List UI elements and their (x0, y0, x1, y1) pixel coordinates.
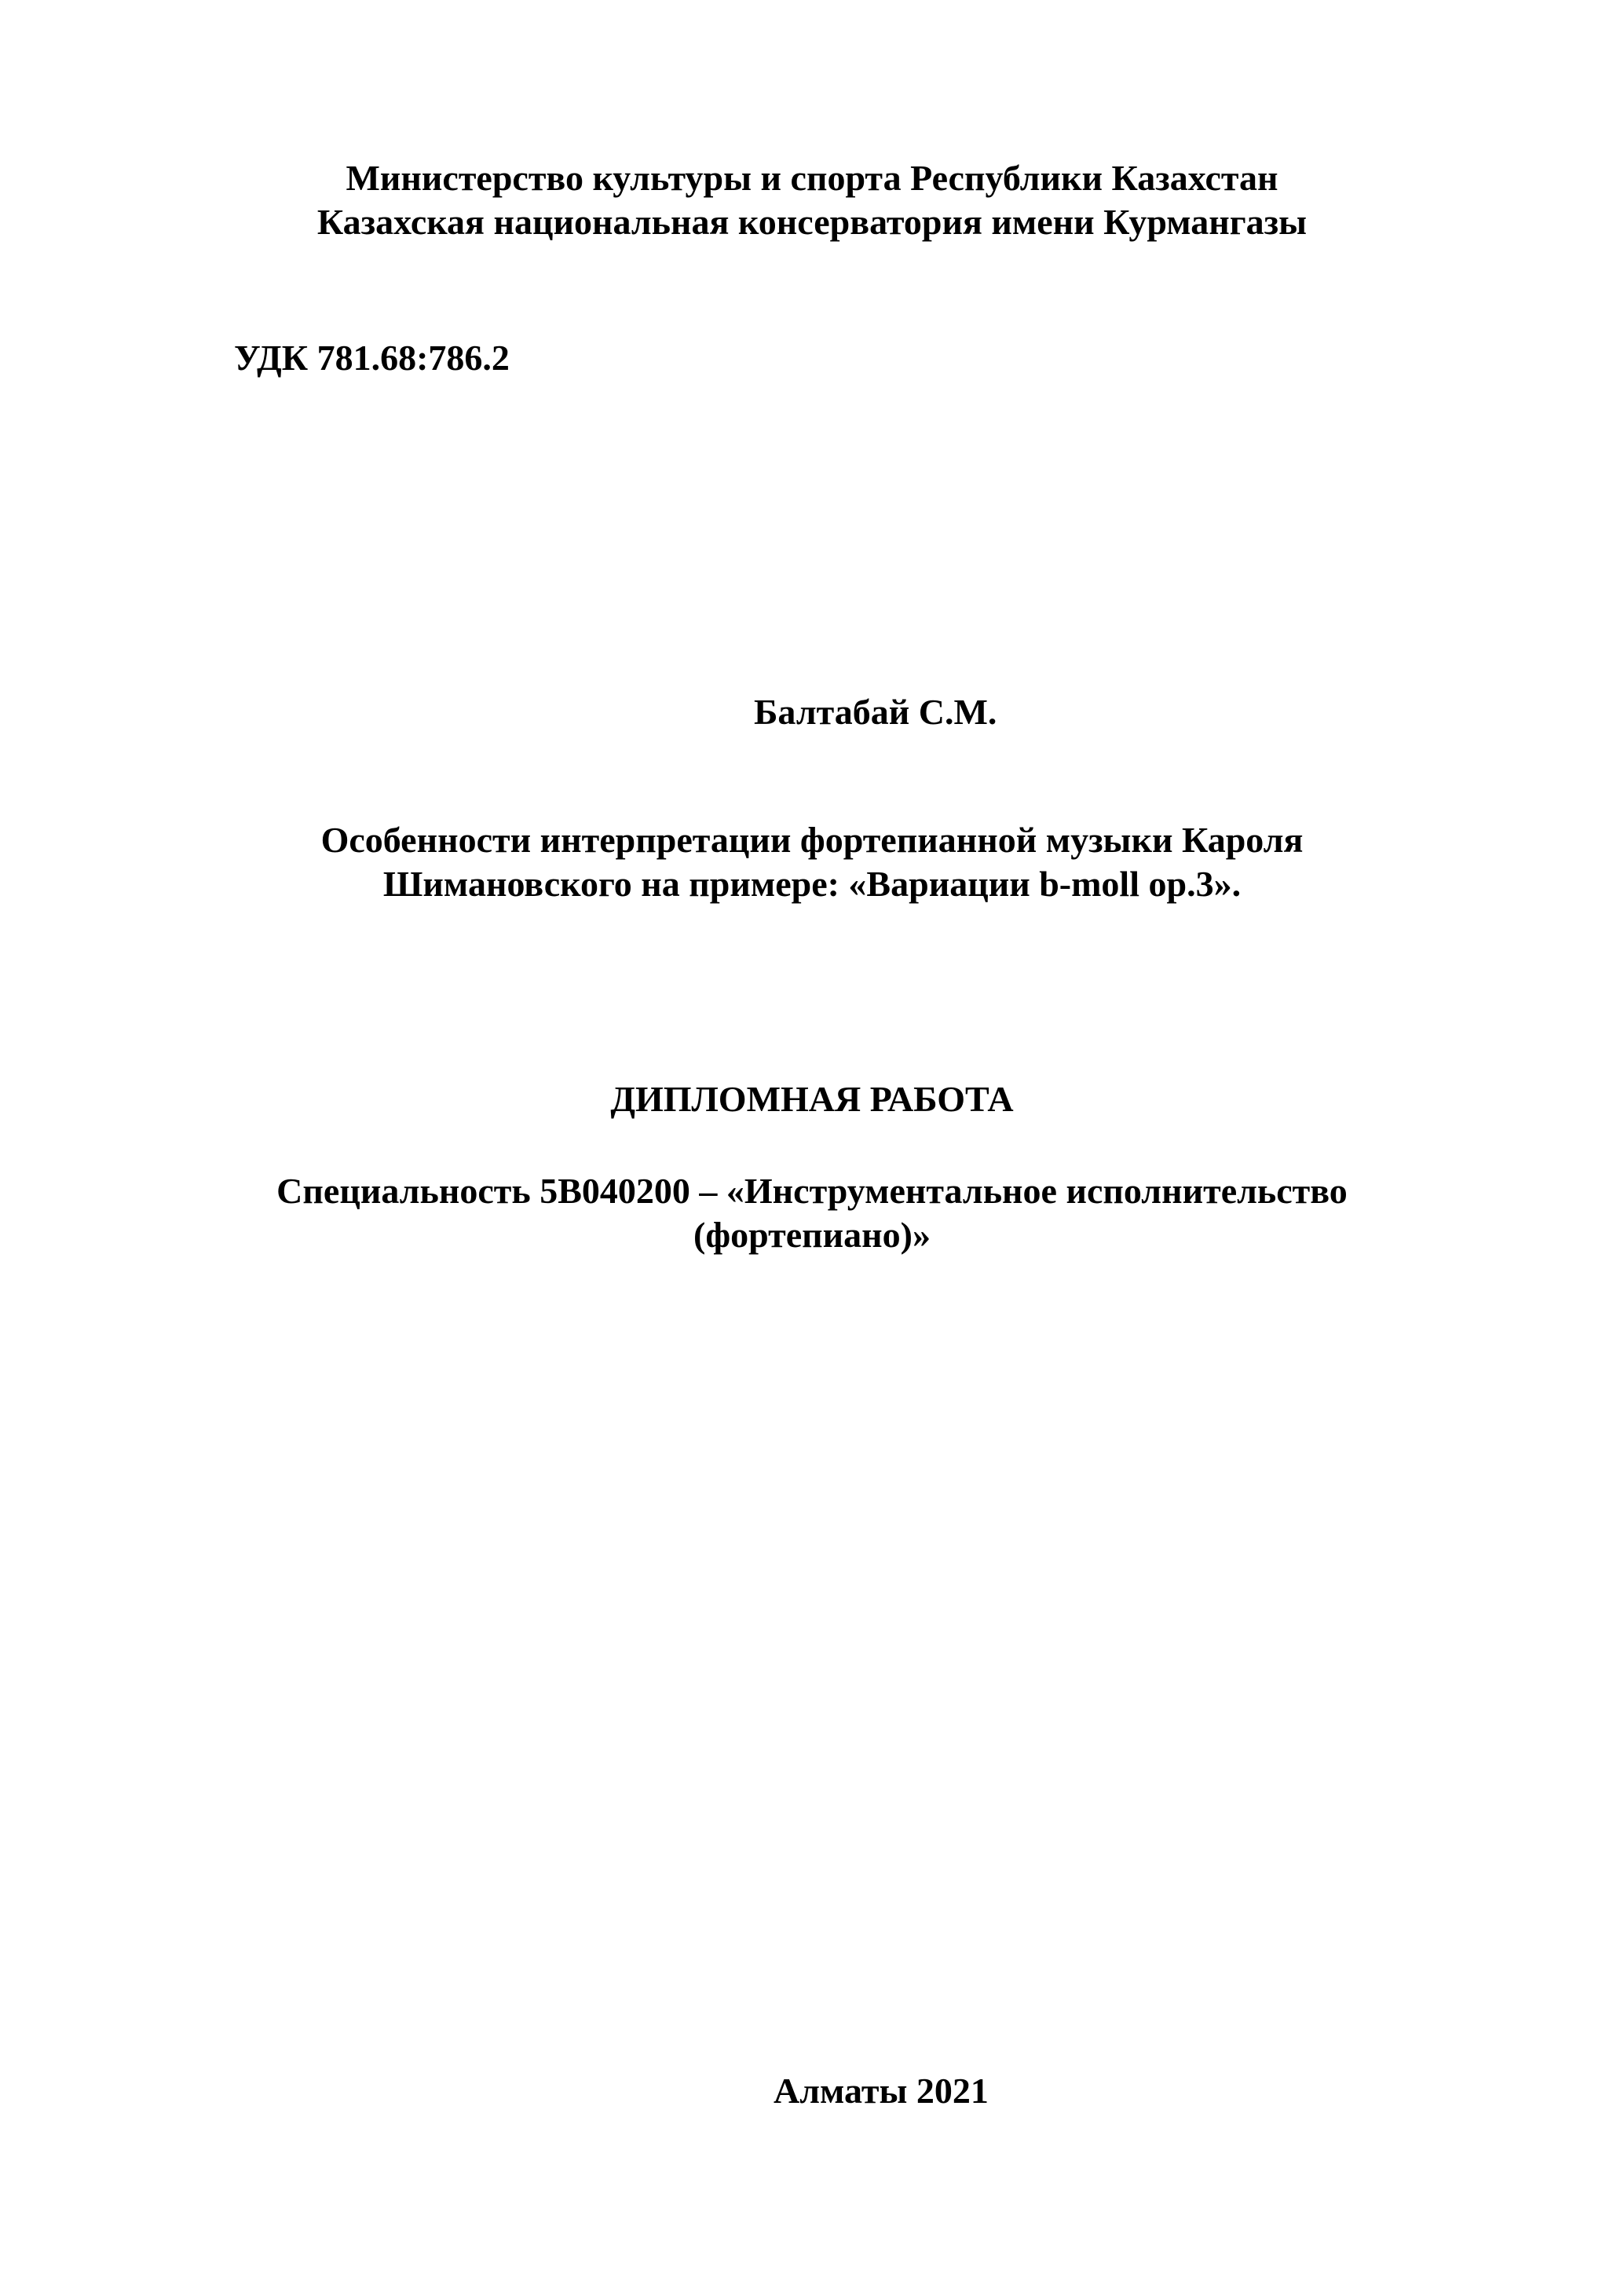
thesis-title-line-1: Особенности интерпретации фортепианной музыки Кароля (320, 820, 1304, 860)
author-name: Балтабай С.М. (754, 692, 997, 732)
ministry-heading: Министерство культуры и спорта Республики Казахстан (346, 158, 1278, 198)
thesis-title-line-2: Шимановского на примере: «Вариации b-moll op.3». (382, 864, 1242, 904)
specialty-line-1: Специальность 5В040200 – «Инструментальное исполнительство (276, 1171, 1348, 1211)
conservatory-heading: Казахская национальная консерватория имени Курмангазы (316, 202, 1308, 242)
specialty-line-2: (фортепиано)» (693, 1215, 931, 1255)
work-type: ДИПЛОМНАЯ РАБОТА (610, 1079, 1014, 1119)
city-year: Алматы 2021 (774, 2071, 989, 2111)
udk-code: УДК 781.68:786.2 (234, 338, 510, 378)
